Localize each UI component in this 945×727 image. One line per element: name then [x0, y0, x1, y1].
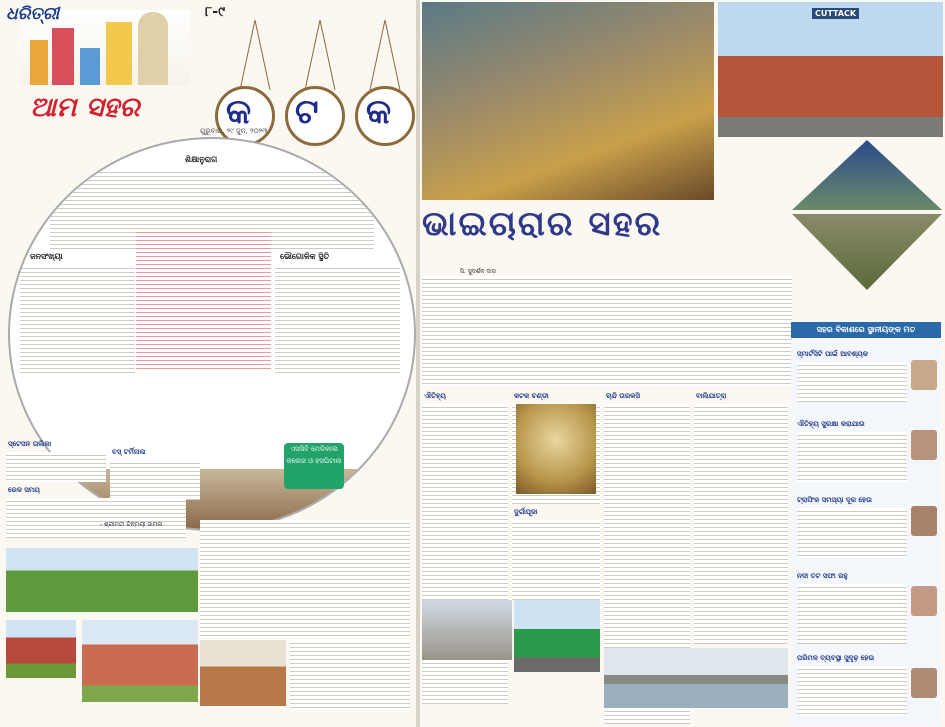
building-photo — [6, 620, 76, 678]
street-photo — [200, 640, 286, 706]
geography-heading: ଭୌଗୋଳିକ ସ୍ଥିତି — [280, 252, 330, 261]
signature: - ଶ୍ରୀମତୀ ଚିନ୍ମୟୀ ସାମଲ — [100, 521, 163, 528]
education-heading: ଶିକ୍ଷାନୁରାଗ — [185, 155, 218, 164]
bus-photo — [514, 600, 600, 672]
byline: ସି. ସୁଦର୍ଶନ ଦାସ — [460, 268, 496, 275]
bus-heading: ବସ୍ ଟର୍ମିନାଲ — [112, 448, 146, 456]
opinion-title: ସ୍ମାର୍ଟସିଟି ପାଇଁ ଆବଶ୍ୟକ — [797, 350, 868, 358]
section-title: ଆମ ସହର — [30, 92, 140, 123]
barabati-photo — [792, 214, 942, 290]
opinion-panel-heading: ସହର ବିକାଶରେ ସ୍ଥାନୀୟଙ୍କ ମତ — [791, 322, 941, 338]
avatar — [911, 360, 937, 390]
stadium-photo — [6, 548, 198, 612]
rail-table — [6, 498, 186, 538]
opinion-text — [797, 584, 907, 644]
avatar — [911, 586, 937, 616]
page-number: ୮-୯ — [205, 4, 226, 20]
geography-text — [275, 265, 400, 375]
opinion-title: ଐତିହ୍ୟ ସୁରକ୍ଷା କରାଯାଉ — [797, 420, 865, 428]
avatar — [911, 668, 937, 698]
station-table — [6, 452, 106, 482]
opinion-panel — [791, 340, 941, 726]
issue-date: ଗୁରୁବାର, ୨୯ ଜୁନ, ୨୦୨୩ — [200, 127, 268, 135]
left-article-text-2 — [290, 640, 410, 710]
avatar — [911, 430, 937, 460]
opinion-text — [797, 362, 907, 402]
fort-gate-photo — [718, 2, 943, 137]
opinion-text — [797, 508, 907, 558]
opinion-text — [797, 432, 907, 482]
durga-idol-photo — [516, 404, 596, 494]
left-article-text — [200, 520, 410, 638]
highlight-text — [136, 229, 271, 369]
column-heading: ଐତିହ୍ୟ — [424, 392, 446, 400]
right-page — [420, 0, 945, 727]
left-page — [0, 0, 416, 727]
hospital-box: ଏସସିବି ମେଡିକାଲ କଲେଜ ଓ ହସପିଟାଲ — [284, 443, 344, 489]
population-text — [20, 265, 135, 375]
cuttack-sign: CUTTACK — [812, 8, 859, 19]
column-text — [512, 520, 600, 600]
column-text — [694, 404, 788, 644]
river-bridge-photo — [604, 648, 788, 708]
rail-heading: ରେଳ ସମୟ — [8, 486, 40, 494]
column-heading: ବାଲିଯାତ୍ରା — [696, 392, 727, 400]
fountain-photo — [792, 140, 942, 210]
lead-article-text — [422, 276, 792, 386]
artisans-photo — [422, 2, 714, 200]
opinion-title: ଟ୍ରାଫିକ ସମସ୍ୟା ଦୂର ହେଉ — [797, 496, 872, 504]
bus-table — [110, 460, 200, 500]
opinion-title: ନଦୀ ତଟ ସଫା ରହୁ — [797, 572, 848, 580]
bridge-photo — [422, 600, 512, 660]
column-heading: ଚାନ୍ଦି ତାରକସି — [606, 392, 640, 400]
city-letter: ଟ — [295, 92, 319, 132]
column-heading: ଦୁର୍ଗାପୂଜା — [514, 508, 538, 516]
city-letter: କ — [226, 92, 252, 132]
hanging-ropes — [210, 20, 410, 90]
opinion-text — [797, 666, 907, 716]
city-letter: କ — [366, 92, 392, 132]
population-heading: ଜନସଂଖ୍ୟା — [30, 252, 63, 261]
opinion-title: ପରିମଳ ବ୍ୟବସ୍ଥା ସୁଦୃଢ଼ ହେଉ — [797, 654, 875, 662]
column-heading: କଟକ ଚଣ୍ଡୀ — [514, 392, 549, 400]
college-photo — [82, 620, 198, 702]
avatar — [911, 506, 937, 536]
main-headline: ଭାଇଚାରାର ସହର — [422, 204, 663, 244]
station-heading: ସ୍ଟେସନ ତାଲିକା — [8, 440, 52, 448]
newspaper-logo: ଧରିତ୍ରୀ — [6, 4, 60, 24]
